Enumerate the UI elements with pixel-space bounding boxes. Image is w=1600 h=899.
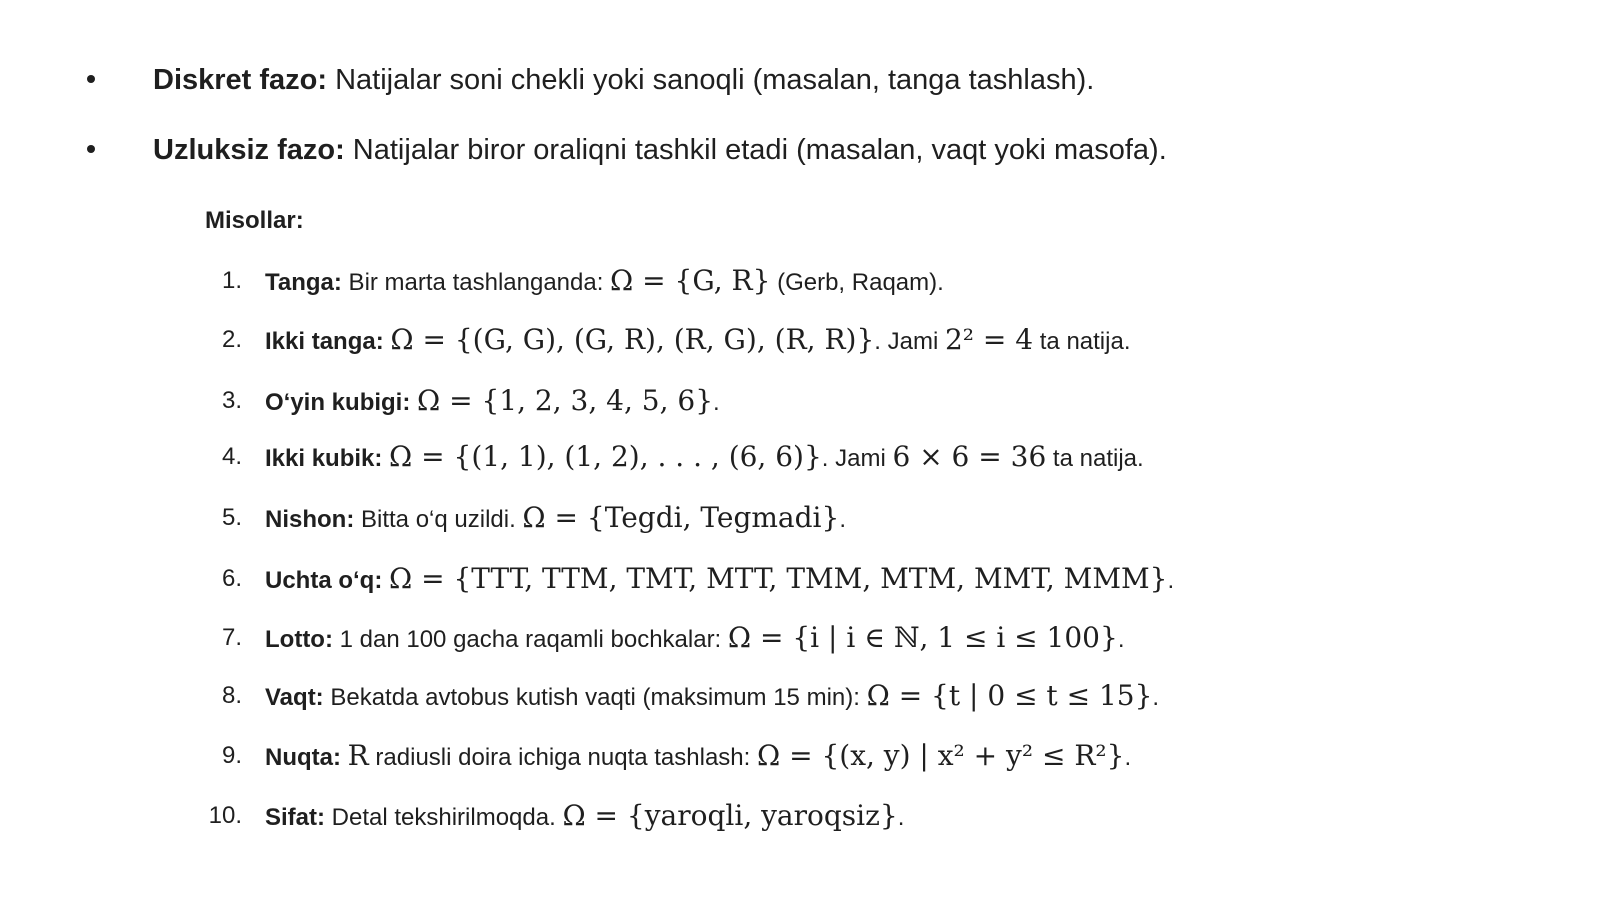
- list-item: [0, 495, 1600, 539]
- bullet-dot-icon: [87, 75, 95, 83]
- example-term: Ikki tanga:: [265, 328, 384, 355]
- example-tail: . Jami: [821, 445, 893, 472]
- bullet-item-diskret: [0, 55, 1600, 105]
- example-formula: Ω = {Tegdi, Tegmadi}: [522, 501, 840, 534]
- example-term: Nishon:: [265, 506, 355, 533]
- bullet-text: [153, 63, 1094, 97]
- list-number: 1.: [221, 267, 242, 294]
- example-desc: [410, 389, 417, 416]
- list-number: 4.: [221, 443, 242, 470]
- list-number: 5.: [221, 504, 242, 531]
- example-desc: 1 dan 100 gacha raqamli bochkalar:: [332, 626, 728, 653]
- example-tail: . Jami: [874, 328, 945, 355]
- example-formula-2: 6 × 6 = 36: [892, 440, 1047, 473]
- list-text: [265, 623, 1124, 655]
- list-number: 8.: [221, 682, 242, 709]
- example-term: O‘yin kubigi:: [265, 389, 411, 416]
- list-item: [0, 378, 1600, 422]
- example-tail: (Gerb, Raqam).: [770, 269, 944, 296]
- example-formula: Ω = {yaroqli, yaroqsiz}: [562, 799, 898, 832]
- examples-heading: Misollar:: [205, 207, 304, 234]
- example-formula: Ω = {t | 0 ≤ t ≤ 15}: [866, 679, 1153, 712]
- bullet-desc: Natijalar soni chekli yoki sanoqli (masalan, tanga tashlash).: [327, 64, 1095, 96]
- example-term: Ikki kubik:: [265, 445, 383, 472]
- example-tail: .: [1152, 684, 1160, 711]
- example-desc: Bitta o‘q uzildi.: [354, 506, 523, 533]
- example-tail: .: [839, 506, 846, 533]
- list-number: 3.: [221, 387, 242, 414]
- example-formula: Ω = {(1, 1), (1, 2), . . . , (6, 6)}: [389, 440, 822, 473]
- list-text: [265, 386, 720, 418]
- list-text: [265, 442, 1144, 474]
- example-formula-2: Ω = {(x, y) | x² + y² ≤ R²}: [756, 739, 1125, 772]
- example-desc: Detal tekshirilmoqda.: [325, 804, 563, 831]
- example-term: Nuqta:: [265, 744, 341, 771]
- example-formula: R: [347, 739, 369, 772]
- example-formula: Ω = {(G, G), (G, R), (R, G), (R, R)}: [390, 323, 875, 356]
- example-formula: Ω = {i | i ∈ ℕ, 1 ≤ i ≤ 100}: [727, 621, 1118, 654]
- list-text: [265, 801, 904, 833]
- list-item: [0, 733, 1600, 777]
- list-text: [265, 503, 846, 535]
- list-item: [0, 434, 1600, 478]
- example-desc: [382, 567, 389, 594]
- example-desc: [341, 744, 348, 771]
- bullet-desc: Natijalar biror oraliqni tashkil etadi (masalan, vaqt yoki masofa).: [344, 134, 1167, 166]
- list-text: [265, 741, 1131, 773]
- example-term: Vaqt:: [265, 684, 324, 711]
- example-term: Sifat:: [265, 804, 325, 831]
- example-tail: .: [1167, 567, 1175, 594]
- example-tail: radiusli doira ichiga nuqta tashlash:: [368, 744, 757, 771]
- bullet-text: [153, 133, 1167, 167]
- list-item: [0, 556, 1600, 600]
- example-term: Uchta o‘q:: [265, 567, 383, 594]
- example-term: Lotto:: [265, 626, 333, 653]
- bullet-term: Uzluksiz fazo:: [153, 134, 345, 166]
- bullet-term: Diskret fazo:: [153, 64, 328, 96]
- example-tail-2: ta natija.: [1033, 328, 1131, 355]
- list-text: [265, 564, 1174, 596]
- list-item: [0, 673, 1600, 717]
- list-item: [0, 793, 1600, 837]
- list-number: 7.: [221, 624, 242, 651]
- example-tail: .: [713, 389, 720, 416]
- list-number: 9.: [221, 742, 242, 769]
- example-desc: Bir marta tashlanganda:: [341, 269, 611, 296]
- bullet-item-uzluksiz: [0, 125, 1600, 175]
- example-tail-2: ta natija.: [1046, 445, 1144, 472]
- list-item: [0, 258, 1600, 302]
- example-formula-2: 2² = 4: [944, 323, 1034, 356]
- bullet-dot-icon: [87, 145, 95, 153]
- list-number: 10.: [208, 802, 242, 829]
- example-formula: Ω = {G, R}: [610, 264, 771, 297]
- list-item: [0, 615, 1600, 659]
- list-text: [265, 325, 1131, 357]
- list-text: [265, 681, 1159, 713]
- list-text: [265, 266, 944, 298]
- example-tail: .: [1117, 626, 1125, 653]
- list-number: 2.: [221, 326, 242, 353]
- example-formula: Ω = {TTT, TTM, TMT, MTT, TMM, MTM, MMT, MMM}: [389, 562, 1168, 595]
- example-tail: .: [897, 804, 905, 831]
- example-term: Tanga:: [265, 269, 342, 296]
- list-item: [0, 317, 1600, 361]
- example-formula: Ω = {1, 2, 3, 4, 5, 6}: [417, 384, 714, 417]
- example-desc: Bekatda avtobus kutish vaqti (maksimum 15 min):: [323, 684, 867, 711]
- example-tail-2: .: [1124, 744, 1132, 771]
- list-number: 6.: [221, 565, 242, 592]
